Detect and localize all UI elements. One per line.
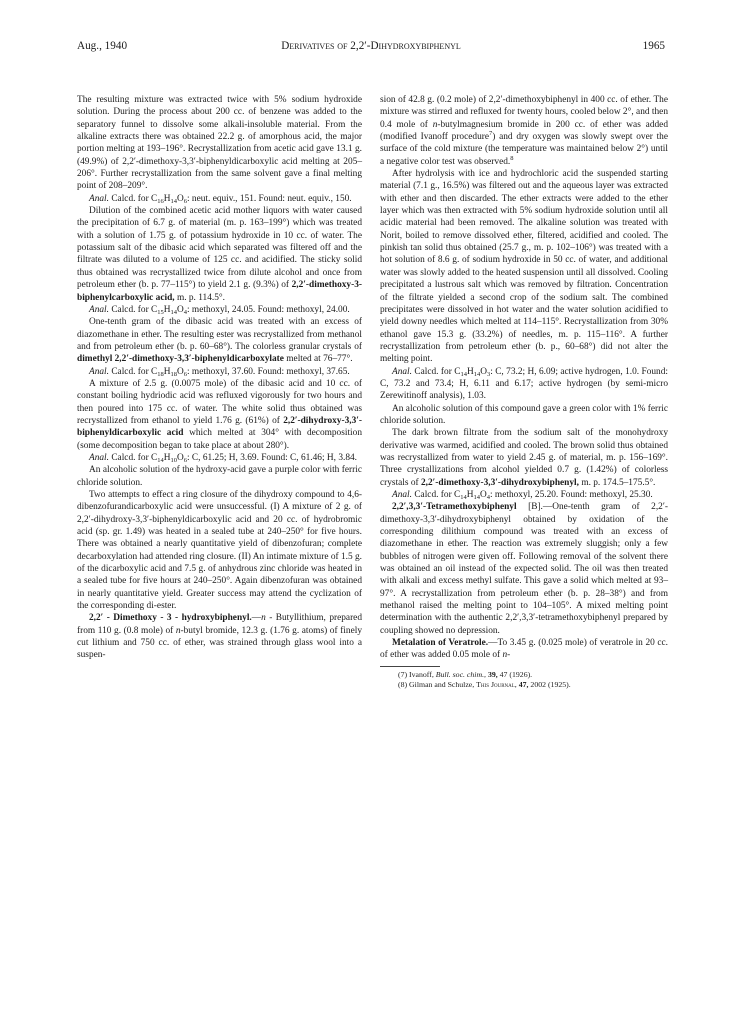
- page-header: [77, 40, 665, 56]
- paragraph: 2,2′ - Dimethoxy - 3 - hydroxybiphenyl.—n - Butyllithium, prepared from 110 g. (0.8 mole) of n-butyl bromide, 12.3 g. (1.76 g. atoms) of finely cut lithium and 750 cc. of ether, was strained through glass wool into a suspen-: [77, 613, 362, 661]
- paragraph: After hydrolysis with ice and hydrochloric acid the suspended starting material (7.1 g., 16.5%) was filtered out and the aqueous layer was extracted with ether and then discarded. The ether extracts were added to the ether layer which was then extracted with 5% sodium hydroxide solution until all acidic material had been removed. The alkaline solution was treated with Norit, boiled to remove dissolved ether, filtered, acidified and cooled. The pinkish tan solid thus obtained (25.7 g., m. p. 102–106°) was treated with a hot solution of 8.6 g. of sodium hydroxide in 50 cc. of water, and additional water was slowly added to the heated suspension until all dissolved. Cooling precipitated a lustrous salt which was removed by filtration. Concentration of the filtrate yielded a second crop of the sodium salt. The combined precipitates were dissolved in hot water and the water solution acidified to yield downy needles which melted at 114–115°. Recrystallization from 30% ethanol gave 15.3 g. (33.2%) of needles, m. p. 115–116°. A further recrystallization from petroleum ether (b. p., 60–68°) did not alter the melting point.: [380, 169, 668, 365]
- page-number: 1965: [642, 40, 665, 52]
- footnote-divider: [380, 666, 440, 667]
- paragraph: 2,2′,3,3′-Tetramethoxybiphenyl [B].—One-tenth gram of 2,2′-dimethoxy-3,3′-dihydroxybiphenyl obtained by oxidation of the corresponding dilithium compound was treated with an excess of diazomethane in ether. The reaction was extremely sluggish; only a few bubbles of nitrogen were given off. Following removal of the solvent there was obtained an oil instead of the expected solid. The oil was then treated with alkali and excess methyl sulfate. This gave a solid which melted at 93–97°. A recrystallization from petroleum ether (b. p. 28–38°) and from methanol raised the melting point to 104–105°. A mixed melting point determination with the authentic 2,2′,3,3′-tetramethoxybiphenyl prepared by coupling showed no depression.: [380, 502, 668, 636]
- paragraph: The dark brown filtrate from the sodium salt of the monohydroxy derivative was warmed, acidified and cooled. The brown solid thus obtained was recrystallized from water to yield 2.45 g. of material, m. p. 156–169°. Three crystallizations from alcohol yielded 0.7 g. (1.42%) of colorless crystals of 2,2′-dimethoxy-3,3′-dihydroxybiphenyl, m. p. 174.5–175.5°.: [380, 428, 668, 488]
- analysis-line: Anal. Calcd. for $C_{14}H_{10}O_6$: C, 61.25; H, 3.69. Found: C, 61.46; H, 3.84.: [89, 452, 358, 464]
- paragraph: Metalation of Veratrole.—To 3.45 g. (0.025 mole) of veratrole in 20 cc. of ether was added 0.05 mole of n-: [380, 638, 669, 661]
- analysis-line: Anal. Calcd. for $C_{16}H_{14}O_6$: neut. equiv., 151. Found: neut. equiv., 150.: [89, 193, 352, 205]
- paragraph: sion of 42.8 g. (0.2 mole) of 2,2′-dimethoxybiphenyl in 400 cc. of ether. The mixture was stirred and refluxed for twenty hours, cooled below 2°, and then 0.4 mole of n-butylmagnesium bromide in 200 cc. of ether was added (modified Ivanoff procedure$^7$) and dry oxygen was slowly swept over the surface of the cold mixture (the temperature was maintained below 2°) until a negative color test was observed.$^8$: [380, 95, 668, 167]
- footnote-ref: 8: [510, 154, 514, 162]
- analysis-line: Anal. Calcd. for $C_{15}H_{14}O_4$: methoxyl, 24.05. Found: methoxyl, 24.00.: [89, 304, 350, 316]
- header-title: Derivatives of 2,2′-Dihydroxybiphenyl: [281, 40, 461, 52]
- footnote: (7) Ivanoff, Bull. soc. chim., 39, 47 (1926).: [398, 669, 533, 679]
- paragraph: The resulting mixture was extracted twice with 5% sodium hydroxide solution. During the process about 200 cc. of benzene was added to the separatory funnel to dissolve some alkali-insoluble material. From the alkaline extracts there was obtained 22.2 g. of amorphous acid, the major portion melting at 193–196°. Recrystallization from acetic acid gave 13.1 g. (49.9%) of 2,2′-dimethoxy-3,3′-biphenyldicarboxylic acid melting at 205–206°. Further recrystallization from the same solvent gave a final melting point of 208–209°.: [77, 95, 362, 192]
- paragraph: An alcoholic solution of this compound gave a green color with 1% ferric chloride solution.: [380, 403, 668, 426]
- paragraph: One-tenth gram of the dibasic acid was treated with an excess of diazomethane in ether. The resulting ester was recrystallized from methanol and from petroleum ether (b. p. 60–68°). The colorless granular crystals of dimethyl 2,2′-dimethoxy-3,3′-biphenyldicarboxylate melted at 76–77°.: [77, 317, 362, 365]
- paragraph: An alcoholic solution of the hydroxy-acid gave a purple color with ferric chloride solution.: [77, 465, 362, 488]
- paragraph: A mixture of 2.5 g. (0.0075 mole) of the dibasic acid and 10 cc. of constant boiling hydriodic acid was refluxed vigorously for two hours and then poured into 175 cc. of water. The white solid thus obtained was recrystallized from ethanol to yield 1.76 g. (61%) of 2,2′-dihydroxy-3,3′-biphenyldicarboxylic acid which melted at 304° with decomposition (some decomposition began to take place at about 280°).: [77, 378, 362, 451]
- footnote-ref: 7: [489, 130, 493, 138]
- analysis-line: Anal. Calcd. for $C_{14}H_{14}O_4$: methoxyl, 25.20. Found: methoxyl, 25.30.: [392, 490, 653, 501]
- right-column: [380, 94, 668, 691]
- paragraph: Two attempts to effect a ring closure of the dihydroxy compound to 4,6-dibenzofurandicarboxylic acid were unsuccessful. (I) A mixture of 2 g. of 2,2′-dihydroxy-3,3′-biphenyldicarboxylic acid and 20 cc. of hydrobromic acid (sp. gr. 1.49) was heated in a sealed tube at 240–250° for five hours. There was obtained a nearly quantitative yield of dibenzofuran; complete decarboxylation had attended ring closure. (II) An intimate mixture of 1.5 g. of the dicarboxylic acid and 7.5 g. of anhydrous zinc chloride was heated in a sealed tube for five hours at 240–250°. Again dibenzofuran was obtained in nearly quantitative yield. Greater success may attend the cyclization of the corresponding di-ester.: [77, 490, 362, 612]
- footnote: (8) Gilman and Schulze, This Journal, 47, 2002 (1925).: [398, 680, 571, 690]
- analysis-line: Anal. Calcd. for $C_{14}H_{14}O_3$: C, 73.2; H, 6.09; active hydrogen, 1.0. Found: C, 73.2 and 73.4; H, 6.11 and 6.17; active hydrogen (by semi-micro Zerewitinoff analysis), 1.03.: [380, 366, 668, 402]
- left-column: [77, 94, 362, 662]
- analysis-line: Anal. Calcd. for $C_{18}H_{18}O_6$: methoxyl, 37.60. Found: methoxyl, 37.65.: [89, 366, 350, 378]
- paragraph: Dilution of the combined acetic acid mother liquors with water caused the precipitation of 6.7 g. of material (m. p. 163–199°) which was treated with a solution of 1.75 g. of potassium hydroxide in 10 cc. of water. The potassium salt of the dibasic acid which separated was filtered off and the filtrate was diluted to a volume of 125 cc. and acidified. The sticky solid thus obtained was recrystallized twice from dilute alcohol and once from petroleum ether (b. p. 77–115°) to yield 2.1 g. (9.3%) of 2,2′-dimethoxy-3-biphenylcarboxylic acid, m. p. 114.5°.: [77, 206, 362, 303]
- header-date: Aug., 1940: [77, 40, 128, 52]
